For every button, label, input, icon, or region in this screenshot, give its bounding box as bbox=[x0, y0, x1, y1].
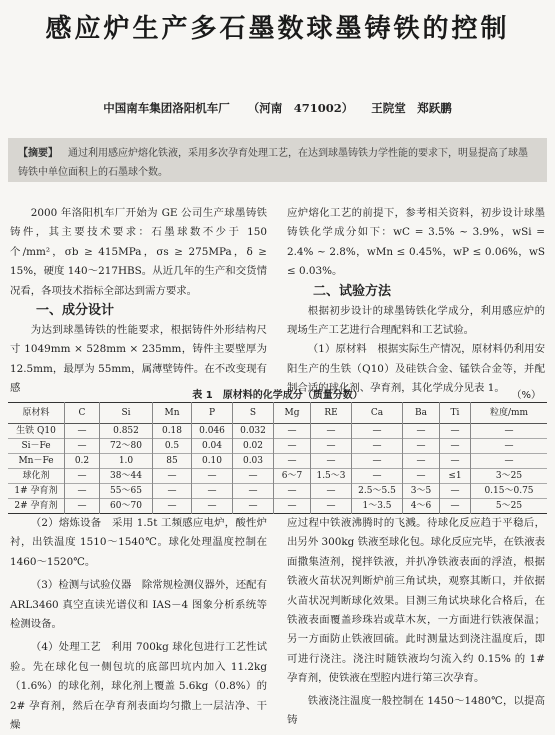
table-cell: ≤1 bbox=[440, 469, 471, 484]
table-cell: — bbox=[153, 499, 192, 514]
table-cell: — bbox=[233, 484, 274, 499]
header-cell: C bbox=[65, 403, 100, 424]
process-paragraph: （4）处理工艺 利用 700kg 球化包进行工艺性试验。先在球化包一侧包坑的底部凹坑内加入 11.2kg（1.6%）的球化剂，球化剂上覆盖 5.6kg（0.8%）的 2# 孕育剂，然后在孕育剂表面均匀撒上一层洁净、干燥 bbox=[10, 641, 267, 732]
table-cell: Mn－Fe bbox=[18, 456, 54, 466]
table-cell: — bbox=[274, 454, 311, 469]
table-cell: — bbox=[233, 499, 274, 514]
table-cell: — bbox=[311, 424, 352, 439]
abstract-tag: 【摘要】 bbox=[18, 148, 58, 159]
table-cell: — bbox=[311, 499, 352, 514]
table-cell: — bbox=[471, 439, 548, 454]
table-cell: 0.04 bbox=[192, 439, 233, 454]
table-cell: — bbox=[440, 424, 471, 439]
header-cell: Mn bbox=[153, 403, 192, 424]
table-cell: 1# 孕育剂 bbox=[14, 486, 58, 496]
table-cell: 球化剂 bbox=[22, 471, 50, 481]
equipment-paragraph: （2）熔炼设备 采用 1.5t 工频感应电炉，酸性炉衬，出铁温度 1510～1540℃。球化处理温度控制在 1460～1520℃。 bbox=[10, 517, 267, 568]
table-cell: — bbox=[403, 469, 440, 484]
pouring-paragraph: 铁液浇注温度一般控制在 1450～1480℃，以提高铸 bbox=[287, 694, 545, 727]
table-row bbox=[8, 499, 547, 514]
header-cell: Ti bbox=[440, 403, 471, 424]
table-cell: — bbox=[440, 454, 471, 469]
table-cell: 2# 孕育剂 bbox=[14, 501, 58, 511]
table-cell: 3～5 bbox=[403, 484, 440, 499]
header-cell: P bbox=[192, 403, 233, 424]
table-cell: 4～6 bbox=[403, 499, 440, 514]
byline bbox=[0, 100, 555, 116]
header-cell: Ba bbox=[403, 403, 440, 424]
header-cell: 原材料 bbox=[22, 408, 50, 418]
composition-paragraph: 为达到球墨铸铁的性能要求，根据铸件外形结构尺寸 1049mm × 528mm × 235mm，铸件主要壁厚为 12.5mm，最厚为 55mm，属薄壁铸件。在不改变现有感 bbox=[10, 324, 267, 395]
table-cell: — bbox=[403, 454, 440, 469]
table-cell: 1～3.5 bbox=[352, 499, 403, 514]
table-cell: — bbox=[311, 484, 352, 499]
table-cell: 72～80 bbox=[100, 439, 153, 454]
table-cell: 38～44 bbox=[100, 469, 153, 484]
abstract-text: 通过利用感应炉熔化铁液，采用多次孕育处理工艺，在达到球墨铸铁力学性能的要求下，明显提高了球墨铸铁中单位面积上的石墨球个数。 bbox=[18, 148, 528, 178]
table-row bbox=[8, 484, 547, 499]
table-cell: 0.03 bbox=[233, 454, 274, 469]
intro-paragraph: 2000 年洛阳机车厂开始为 GE 公司生产球墨铸铁铸件，其主要技术要求：石墨球数不少于 150 个/mm²，σb ≥ 415MPa，σs ≥ 275MPa，δ ≥ 15%，硬度 140～217HBS。从近几年的生产和交货情况看，各项技术指标全部达到需方要求。 bbox=[10, 207, 267, 297]
abstract-box bbox=[8, 138, 547, 182]
table-cell: — bbox=[65, 499, 100, 514]
process-continued: 应过程中铁液沸腾时的飞溅。待球化反应趋于平稳后，出另外 300kg 铁液至球化包。球化反应完毕，在铁液表面撒集渣剂，搅拌铁液，并扒净铁液表面的浮渣，根据铁液火苗状况判断炉前三角试块，观察其断口，并依据火苗状况判断球化效果。目测三角试块球化合格后，在铁液表面覆盖珍珠岩或草木灰，一方面进行铁液保温；另一方面防止铁液回硫。此时测量达到浇注温度后，即可进行浇注。浇注时随铁液均匀流入约 0.15% 的 1# 孕育剂，使铁液在型腔内进行第三次孕育。 bbox=[287, 517, 545, 685]
composition-continued: 应炉熔化工艺的前提下，参考相关资料，初步设计球墨铸铁化学成分如下：wC = 3.5% ~ 3.9%，wSi = 2.4% ~ 2.8%，wMn ≤ 0.45%，wP ≤ 0.06%，wS ≤ 0.03%。 bbox=[287, 207, 545, 278]
table-cell: — bbox=[352, 424, 403, 439]
table-cell: Si－Fe bbox=[21, 441, 51, 451]
table-cell: 0.046 bbox=[192, 424, 233, 439]
method-paragraph-1: 根据初步设计的球墨铸铁化学成分，利用感应炉的现场生产工艺进行合理配料和工艺试验。 bbox=[287, 304, 545, 337]
table-caption bbox=[0, 386, 555, 401]
table-cell: 2.5～5.5 bbox=[352, 484, 403, 499]
affiliation: 中国南车集团洛阳机车厂 bbox=[103, 101, 230, 115]
table-cell: — bbox=[471, 454, 548, 469]
method-paragraph-2: （1）原材料 根据实际生产情况，原材料仍利用安阳生产的生铁（Q10）及硅铁合金、锰铁合金等，并配制合适的球化剂、孕育剂，其化学成分见表 1。 bbox=[287, 343, 545, 395]
table-cell: — bbox=[403, 439, 440, 454]
header-cell: Ca bbox=[352, 403, 403, 424]
table-row bbox=[8, 469, 547, 484]
lower-left-column bbox=[10, 514, 267, 735]
table-cell: — bbox=[440, 439, 471, 454]
table-cell: 85 bbox=[153, 454, 192, 469]
instruments-paragraph: （3）检测与试验仪器 除常规检测仪器外，还配有 ARL3460 真空直读光谱仪和 IAS－4 图象分析系统等检测设备。 bbox=[10, 579, 267, 631]
table-cell: 6～7 bbox=[274, 469, 311, 484]
table-cell: 1.0 bbox=[100, 454, 153, 469]
header-cell: 粒度/mm bbox=[471, 403, 548, 424]
table-cell: 0.032 bbox=[233, 424, 274, 439]
location: （河南 471002） bbox=[247, 101, 354, 115]
table-cell: — bbox=[153, 469, 192, 484]
header-cell: RE bbox=[311, 403, 352, 424]
left-column bbox=[10, 204, 267, 399]
table-cell: — bbox=[311, 454, 352, 469]
table-cell: 0.2 bbox=[65, 454, 100, 469]
table-cell: — bbox=[65, 469, 100, 484]
table-cell: — bbox=[274, 439, 311, 454]
table-cell: — bbox=[440, 484, 471, 499]
table-row bbox=[8, 439, 547, 454]
table-cell: 60～70 bbox=[100, 499, 153, 514]
table-cell: 生铁 Q10 bbox=[16, 426, 56, 436]
table-cell: — bbox=[192, 469, 233, 484]
authors: 王院堂 郑跃鹏 bbox=[371, 101, 452, 115]
right-column bbox=[287, 204, 545, 399]
table-cell: — bbox=[65, 424, 100, 439]
table-cell: 55～65 bbox=[100, 484, 153, 499]
table-row bbox=[8, 424, 547, 439]
article-title: 感应炉生产多石墨数球墨铸铁的控制 bbox=[45, 14, 510, 44]
table-cell: — bbox=[352, 454, 403, 469]
table-header-row bbox=[8, 403, 547, 424]
table-cell: — bbox=[471, 424, 548, 439]
table-cell: — bbox=[233, 469, 274, 484]
table-cell: 3～25 bbox=[471, 469, 548, 484]
table-cell: — bbox=[192, 499, 233, 514]
table-cell: — bbox=[65, 484, 100, 499]
table-unit: （%） bbox=[511, 390, 541, 401]
header-cell: Si bbox=[100, 403, 153, 424]
table-cell: — bbox=[153, 484, 192, 499]
table-cell: — bbox=[274, 484, 311, 499]
table-cell: — bbox=[352, 469, 403, 484]
table-cell: — bbox=[352, 439, 403, 454]
table-cell: — bbox=[311, 439, 352, 454]
header-cell: S bbox=[233, 403, 274, 424]
section-heading-composition: 一、成分设计 bbox=[36, 303, 115, 319]
table-cell: — bbox=[274, 499, 311, 514]
table-cell: 0.10 bbox=[192, 454, 233, 469]
table-cell: 5～25 bbox=[471, 499, 548, 514]
table-cell: 0.18 bbox=[153, 424, 192, 439]
composition-table bbox=[8, 402, 547, 514]
header-cell: Mg bbox=[274, 403, 311, 424]
table-caption-text: 表 1 原材料的化学成分（质量分数） bbox=[192, 390, 363, 401]
section-heading-method: 二、试验方法 bbox=[313, 283, 392, 299]
table-cell: — bbox=[440, 499, 471, 514]
table-cell: 0.02 bbox=[233, 439, 274, 454]
lower-right-column bbox=[287, 514, 545, 730]
table-cell: — bbox=[403, 424, 440, 439]
table-cell: 0.5 bbox=[153, 439, 192, 454]
table-cell: 1.5～3 bbox=[311, 469, 352, 484]
table-cell: — bbox=[274, 424, 311, 439]
table-cell: 0.852 bbox=[100, 424, 153, 439]
table-cell: — bbox=[65, 439, 100, 454]
table-cell: — bbox=[192, 484, 233, 499]
table-row bbox=[8, 454, 547, 469]
table-cell: 0.15～0.75 bbox=[471, 484, 548, 499]
